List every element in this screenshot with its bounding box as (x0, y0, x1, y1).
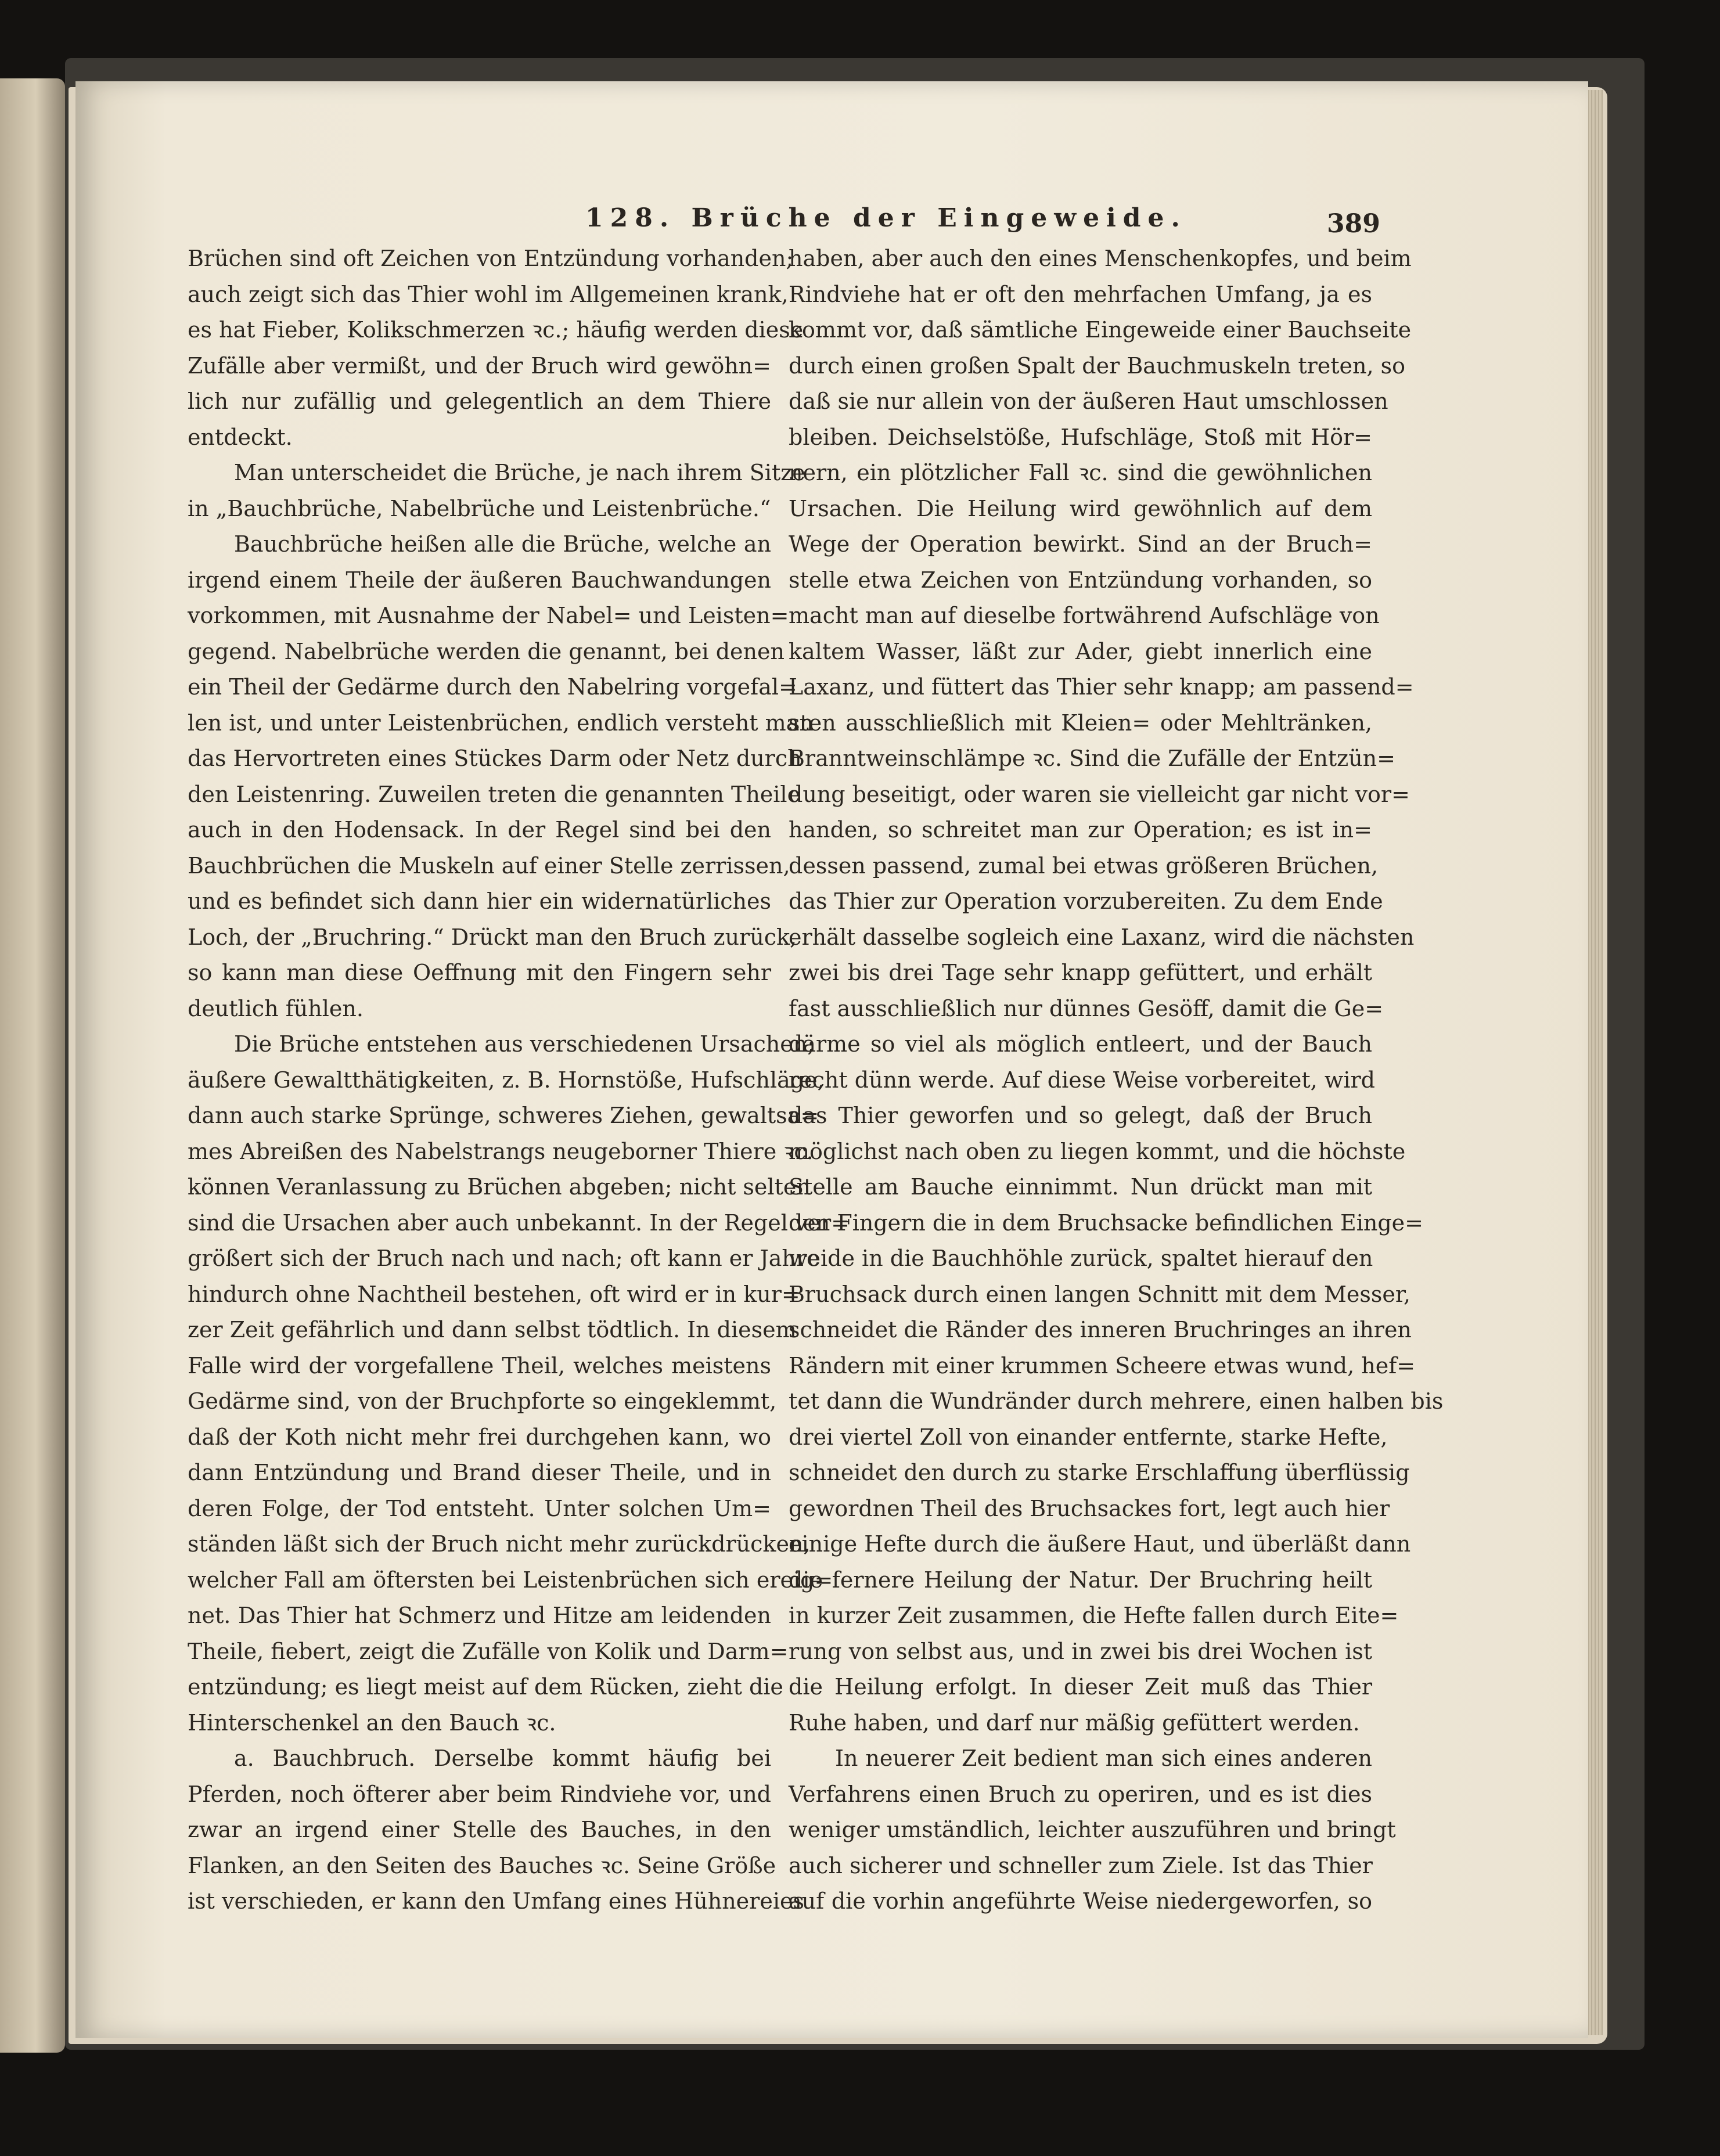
text-line: gewordnen Theil des Bruchsackes fort, legt auch hier (789, 1495, 1390, 1521)
text-line: sind die Ursachen aber auch unbekannt. In der Regel ver= (188, 1210, 850, 1236)
page-number: 389 (1327, 209, 1380, 239)
text-line: recht dünn werde. Auf diese Weise vorbereitet, wird (789, 1067, 1375, 1093)
text-line: Rändern mit einer krummen Scheere etwas wund, hef= (789, 1352, 1416, 1378)
text-line: deutlich fühlen. (188, 995, 364, 1021)
text-line: weniger umständlich, leichter auszuführen und bringt (789, 1817, 1396, 1842)
text-line: es hat Fieber, Kolikschmerzen ꝛc.; häufig werden diese (188, 317, 804, 343)
text-line: deren Folge, der Tod entsteht. Unter solchen Um= (188, 1495, 771, 1521)
text-line: in „Bauchbrüche, Nabelbrüche und Leistenbrüche.“ (188, 495, 771, 521)
text-line: Pferden, noch öfterer aber beim Rindviehe vor, und (188, 1781, 771, 1807)
text-line: Stelle am Bauche einnimmt. Nun drückt man mit (789, 1174, 1372, 1200)
text-line: entdeckt. (188, 424, 293, 450)
text-line: das Thier geworfen und so gelegt, daß der Bruch (789, 1103, 1372, 1128)
text-line: Brüchen sind oft Zeichen von Entzündung vorhanden; (188, 246, 794, 271)
text-line: Ruhe haben, und darf nur mäßig gefüttert werden. (789, 1709, 1360, 1736)
text-line: sten ausschließlich mit Kleien= oder Mehltränken, (789, 710, 1372, 736)
text-line: len ist, und unter Leistenbrüchen, endlich versteht man (188, 710, 814, 736)
text-line: irgend einem Theile der äußeren Bauchwandungen (188, 567, 771, 593)
text-line: Verfahrens einen Bruch zu operiren, und es ist dies (789, 1781, 1372, 1807)
text-line: dung beseitigt, oder waren sie vielleicht gar nicht vor= (789, 781, 1410, 807)
text-line: Laxanz, und füttert das Thier sehr knapp; am passend= (789, 674, 1414, 700)
text-line: den Leistenring. Zuweilen treten die genannten Theile (188, 781, 801, 807)
chapter-heading: 128. Brüche der Eingeweide. (585, 203, 1187, 233)
text-column-left (188, 241, 850, 1920)
book-page (75, 81, 1588, 2038)
text-line: ständen läßt sich der Bruch nicht mehr zurückdrücken, (188, 1531, 811, 1557)
text-line: zwar an irgend einer Stelle des Bauches, in den (188, 1817, 771, 1842)
text-line: bleiben. Deichselstöße, Hufschläge, Stoß mit Hör= (789, 424, 1372, 450)
text-line: auch zeigt sich das Thier wohl im Allgemeinen krank, (188, 281, 789, 307)
text-line: den Fingern die in dem Bruchsacke befindlichen Einge= (789, 1210, 1424, 1236)
text-line: dann Entzündung und Brand dieser Theile, und in (188, 1460, 771, 1485)
text-line: Gedärme sind, von der Bruchpforte so eingeklemmt, (188, 1388, 777, 1414)
text-line: größert sich der Bruch nach und nach; oft kann er Jahre (188, 1246, 820, 1271)
text-line: Zufälle aber vermißt, und der Bruch wird gewöhn= (188, 352, 771, 379)
text-line: stelle etwa Zeichen von Entzündung vorhanden, so (789, 567, 1372, 593)
text-line: lich nur zufällig und gelegentlich an dem Thiere (188, 388, 771, 414)
text-line: In neuerer Zeit bedient man sich eines anderen (835, 1745, 1372, 1771)
text-column-right (789, 241, 1444, 1920)
text-line: äußere Gewaltthätigkeiten, z. B. Hornstöße, Hufschläge, (188, 1067, 825, 1093)
text-line: gegend. Nabelbrüche werden die genannt, bei denen (188, 638, 785, 664)
text-line: können Veranlassung zu Brüchen abgeben; nicht selten (188, 1174, 811, 1200)
text-line: die Heilung erfolgt. In dieser Zeit muß das Thier (789, 1674, 1372, 1700)
text-line: hindurch ohne Nachtheil bestehen, oft wird er in kur= (188, 1281, 800, 1307)
text-line: zer Zeit gefährlich und dann selbst tödtlich. In diesem (188, 1317, 797, 1342)
text-line: net. Das Thier hat Schmerz und Hitze am leidenden (188, 1603, 771, 1628)
text-line: auch in den Hodensack. In der Regel sind bei den (188, 817, 771, 843)
text-line: auf die vorhin angeführte Weise niedergeworfen, so (789, 1888, 1372, 1914)
text-line: Die Brüche entstehen aus verschiedenen Ursachen; (234, 1031, 815, 1057)
text-line: a. Bauchbruch. Derselbe kommt häufig bei (234, 1745, 771, 1771)
text-line: Theile, fiebert, zeigt die Zufälle von Kolik und Darm= (188, 1638, 789, 1664)
text-line: Bruchsack durch einen langen Schnitt mit dem Messer, (789, 1281, 1410, 1307)
text-line: ein Theil der Gedärme durch den Nabelring vorgefal= (188, 674, 797, 700)
text-line: rung von selbst aus, und in zwei bis drei Wochen ist (789, 1638, 1372, 1664)
text-line: durch einen großen Spalt der Bauchmuskeln treten, so (789, 352, 1406, 379)
text-line: weide in die Bauchhöhle zurück, spaltet hierauf den (789, 1246, 1373, 1271)
text-line: daß der Koth nicht mehr frei durchgehen kann, wo (188, 1424, 771, 1450)
text-line: kaltem Wasser, läßt zur Ader, giebt innerlich eine (789, 638, 1372, 664)
text-line: schneidet den durch zu starke Erschlaffung überflüssig (789, 1460, 1410, 1485)
text-line: Rindviehe hat er oft den mehrfachen Umfang, ja es (789, 281, 1372, 307)
text-line: und es befindet sich dann hier ein widernatürliches (188, 888, 771, 914)
text-line: in kurzer Zeit zusammen, die Hefte fallen durch Eite= (789, 1603, 1399, 1628)
text-line: fast ausschließlich nur dünnes Gesöff, damit die Ge= (789, 995, 1384, 1021)
running-header (75, 203, 1588, 238)
text-line: die fernere Heilung der Natur. Der Bruchring heilt (789, 1567, 1372, 1593)
text-line: Flanken, an den Seiten des Bauches ꝛc. Seine Größe (188, 1852, 776, 1878)
text-line: das Thier zur Operation vorzubereiten. Zu dem Ende (789, 888, 1383, 914)
text-line: Falle wird der vorgefallene Theil, welches meistens (188, 1352, 771, 1378)
text-line: das Hervortreten eines Stückes Darm oder Netz durch (188, 746, 802, 771)
text-line: einige Hefte durch die äußere Haut, und überläßt dann (789, 1531, 1411, 1557)
text-line: Man unterscheidet die Brüche, je nach ihrem Sitze (234, 460, 805, 485)
text-line: auch sicherer und schneller zum Ziele. Ist das Thier (789, 1852, 1373, 1878)
text-line: dann auch starke Sprünge, schweres Ziehen, gewaltsa= (188, 1103, 819, 1128)
text-line: dessen passend, zumal bei etwas größeren Brüchen, (789, 852, 1379, 879)
previous-page-edge (0, 78, 65, 2053)
text-line: so kann man diese Oeffnung mit den Fingern sehr (188, 960, 771, 985)
text-line: tet dann die Wundränder durch mehrere, einen halben bis (789, 1388, 1444, 1414)
text-line: ist verschieden, er kann den Umfang eines Hühnereies (188, 1888, 804, 1914)
text-line: macht man auf dieselbe fortwährend Aufschläge von (789, 603, 1380, 628)
text-line: Ursachen. Die Heilung wird gewöhnlich auf dem (789, 495, 1372, 521)
text-line: Bauchbrüchen die Muskeln auf einer Stelle zerrissen, (188, 852, 790, 879)
text-line: Loch, der „Bruchring.“ Drückt man den Bruch zurück, (188, 924, 797, 950)
text-line: schneidet die Ränder des inneren Bruchringes an ihren (789, 1317, 1412, 1342)
text-line: zwei bis drei Tage sehr knapp gefüttert, und erhält (789, 960, 1372, 985)
text-line: kommt vor, daß sämtliche Eingeweide einer Bauchseite (789, 317, 1412, 343)
text-line: welcher Fall am öftersten bei Leistenbrüchen sich ereig= (188, 1567, 833, 1593)
text-line: nern, ein plötzlicher Fall ꝛc. sind die gewöhnlichen (789, 460, 1372, 485)
text-line: Hinterschenkel an den Bauch ꝛc. (188, 1709, 556, 1736)
text-line: vorkommen, mit Ausnahme der Nabel= und Leisten= (188, 603, 789, 628)
text-line: handen, so schreitet man zur Operation; es ist in= (789, 817, 1372, 843)
text-line: entzündung; es liegt meist auf dem Rücken, zieht die (188, 1674, 783, 1700)
text-line: daß sie nur allein von der äußeren Haut umschlossen (789, 388, 1388, 414)
text-line: erhält dasselbe sogleich eine Laxanz, wird die nächsten (789, 924, 1415, 950)
text-line: haben, aber auch den eines Menschenkopfes, und beim (789, 246, 1412, 271)
text-line: mes Abreißen des Nabelstrangs neugeborner Thiere ꝛc. (188, 1138, 814, 1164)
text-line: drei viertel Zoll von einander entfernte, starke Hefte, (789, 1424, 1388, 1450)
text-line: möglichst nach oben zu liegen kommt, und die höchste (789, 1138, 1406, 1164)
text-line: Wege der Operation bewirkt. Sind an der Bruch= (789, 531, 1372, 557)
text-line: Branntweinschlämpe ꝛc. Sind die Zufälle der Entzün= (789, 746, 1395, 771)
text-line: därme so viel als möglich entleert, und der Bauch (789, 1031, 1372, 1057)
text-line: Bauchbrüche heißen alle die Brüche, welche an (234, 531, 771, 557)
